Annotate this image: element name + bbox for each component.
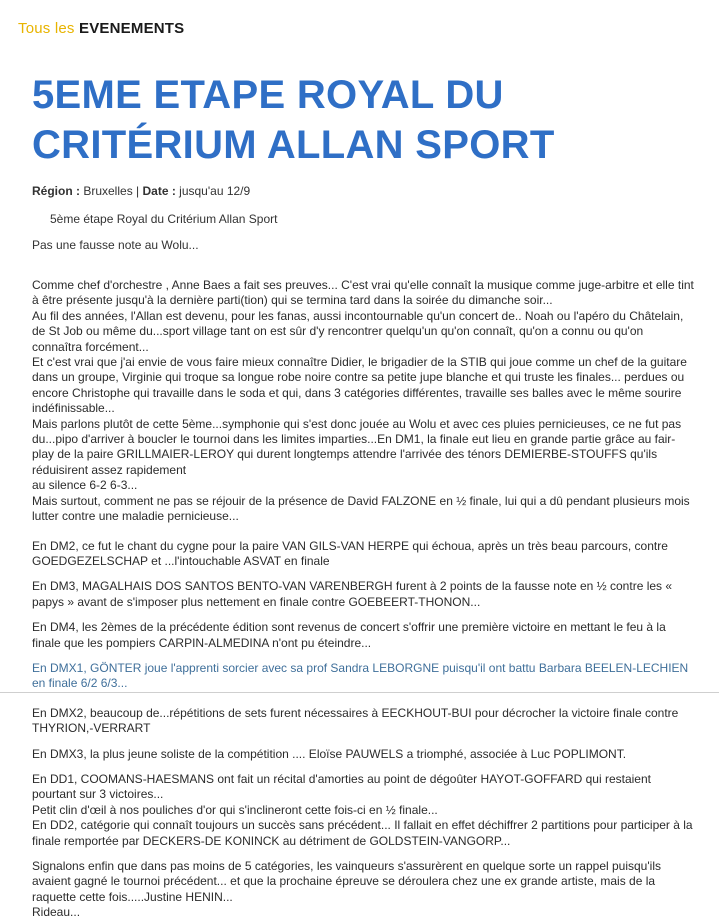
article-title: 5EME ETAPE ROYAL DU CRITÉRIUM ALLAN SPORT — [32, 73, 555, 167]
paragraph: au silence 6-2 6-3... — [32, 478, 138, 493]
region-label: Région : — [32, 184, 80, 198]
paragraph: En DM4, les 2èmes de la précédente édition sont revenus de concert s'offrir une première victoire en mettant le feu à la finale que les pompiers CARPIN-ALMEDINA n'ont pu éteindre... — [32, 620, 666, 650]
article-meta — [32, 184, 250, 198]
breadcrumb-events[interactable]: EVENEMENTS — [79, 20, 185, 37]
paragraph: En DM2, ce fut le chant du cygne pour la paire VAN GILS-VAN HERPE qui échoua, après un très beau parcours, contre GOEDGEZELSCHAP et ...l'intouchable ASVAT en finale — [32, 538, 668, 568]
date-label: Date : — [142, 184, 176, 198]
paragraph: Mais surtout, comment ne pas se réjouir de la présence de David FALZONE en ½ finale, lui qui a dû pendant plusieurs mois lutter contre une maladie pernicieuse... — [32, 493, 690, 524]
paragraph: Rideau... — [32, 905, 81, 920]
paragraph: En DMX3, la plus jeune soliste de la compétition .... Eloïse PAUWELS a triomphé, associée à Luc POPLIMONT. — [32, 746, 627, 761]
paragraph: Signalons enfin que dans pas moins de 5 catégories, les vainqueurs s'assurèrent en quelque sorte un rappel puisqu'ils avaient gagné le tournoi précédent... et que la prochaine épreuve se déroulera chez une ex grande artiste, mais de la raquette cette fois.....Justine HENIN... — [32, 859, 661, 904]
region-value: Bruxelles | — [80, 184, 143, 198]
paragraph: Comme chef d'orchestre , Anne Baes a fait ses preuves... C'est vrai qu'elle connaît la musique comme juge-arbitre et elle tint à être présente jusqu'à la dernière parti(tion) qui se termina tard dans la soirée du dimanche soir... — [32, 278, 694, 308]
paragraph: En DD1, COOMANS-HAESMANS ont fait un récital d'amorties au point de dégoûter HAYOT-GOFFARD qui restaient pourtant sur 3 victoires... — [32, 771, 651, 802]
article-subtitle: 5ème étape Royal du Critérium Allan Sport — [50, 212, 278, 226]
scan-divider — [0, 692, 719, 693]
events-breadcrumb[interactable] — [18, 20, 184, 37]
article-intro: Pas une fausse note au Wolu... — [32, 238, 199, 252]
paragraph: En DMX2, beaucoup de...répétitions de sets furent nécessaires à EECKHOUT-BUI pour décrocher la victoire finale contre THYRION,-VERRART — [32, 705, 679, 736]
paragraph: En DMX1, GÖNTER joue l'apprenti sorcier avec sa prof Sandra LEBORGNE puisqu'il ont battu Barbara BEELEN-LECHIEN en finale 6/2 6/3... — [32, 660, 689, 691]
paragraph: En DD2, catégorie qui connaît toujours un succès sans précédent... Il fallait en effet déchiffrer 2 partitions pour participer à la finale remportée par DECKERS-DE KONINCK au détriment de GOLDSTEIN-VANGORP... — [32, 818, 693, 848]
breadcrumb-prefix: Tous les — [18, 20, 75, 37]
paragraph: Mais parlons plutôt de cette 5ème...symphonie qui s'est donc jouée au Wolu et avec ces pluies pernicieuses, ce ne fut pas du...pipo d'arriver à boucler le tournoi dans les limites imparties...En DM1, la finale eut lieu en grande partie grâce au fair-play de la paire GRILLMAIER-LEROY qui durent longtemps attendre l'arrivée des ténors DEMIERBE-STOUFFS qu'ils réduisirent assez rapidement — [32, 416, 682, 477]
paragraph: Petit clin d'œil à nos pouliches d'or qui s'inclineront cette fois-ci en ½ finale... — [32, 802, 438, 817]
article-body — [32, 278, 694, 921]
paragraph: En DM3, MAGALHAIS DOS SANTOS BENTO-VAN VARENBERGH furent à 2 points de la fausse note en ½ contre les « papys » avant de s'imposer plus nettement en finale contre GOEBEERT-THONON... — [32, 579, 673, 609]
date-value: jusqu'au 12/9 — [175, 184, 251, 198]
paragraph: Et c'est vrai que j'ai envie de vous faire mieux connaître Didier, le brigadier de la STIB qui joue comme un chef de la guitare dans un groupe, Virginie qui troque sa longue robe noire contre sa petite jupe blanche et qui truste les finales... perdues ou encore Christophe qui travaille dans le soda et qui, dans 3 catégories différentes, travaille ses balles avec le même sourire indéfinissable... — [32, 355, 687, 416]
paragraph: Au fil des années, l'Allan est devenu, pour les fanas, aussi incontournable qu'un concert de.. Noah ou l'apéro du Châtelain, de St Job ou même du...sport village tant on est sûr d'y rencontrer quelqu'un qu'on connaît, qu'on a connu ou qu'on connaîtra forcément... — [32, 308, 684, 354]
